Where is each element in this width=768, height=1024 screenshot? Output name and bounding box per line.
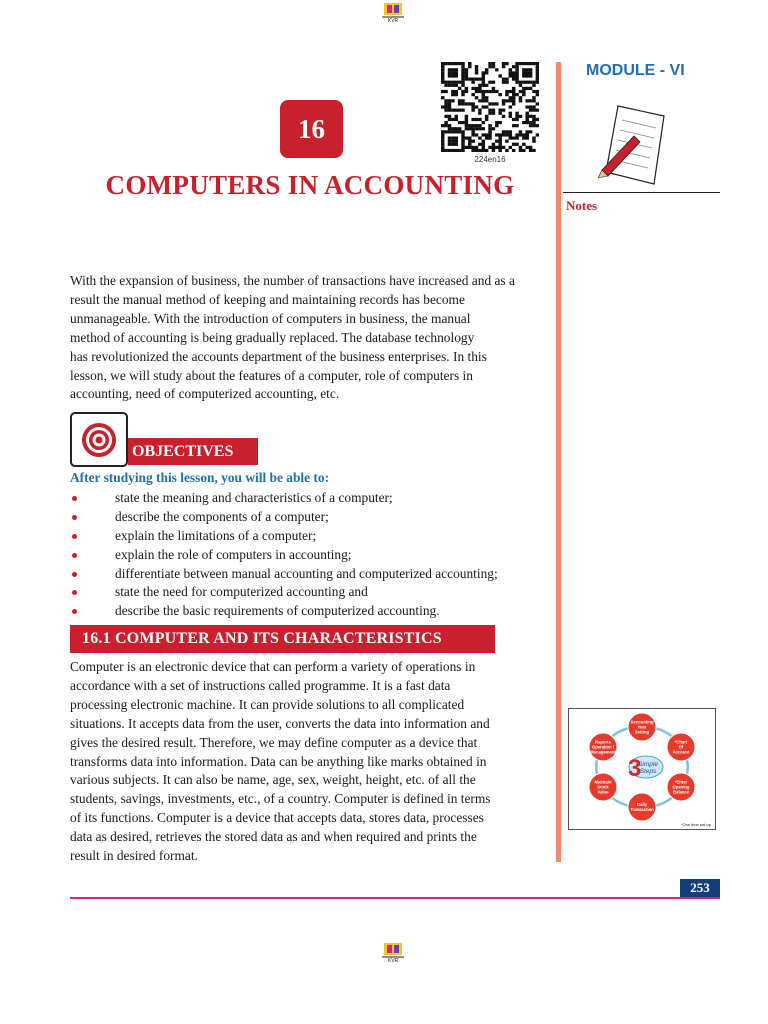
text-line: various subjects. It can also be name, age, sex, weight, height, etc. of all the [70,772,476,788]
text-line: unmanageable. With the introduction of computers in business, the manual [70,310,471,326]
bullet-icon [72,590,77,595]
text-line: gives the desired result. Therefore, we may define computer as a device that [70,734,478,750]
list-item-text: differentiate between manual accounting and computerized accounting; [115,565,498,581]
qr-code [441,62,539,152]
objectives-list [70,489,550,621]
list-item [70,527,550,546]
logo-text: KVR [387,18,399,22]
step-node-label: Accounting [630,719,654,725]
text-line: students, savings, investments, etc., of a country. Computer is defined in terms [70,791,491,807]
list-item-text: explain the role of computers in accounting; [115,546,352,562]
text-line: accordance with a set of instructions called programme. It is a fast data [70,677,451,693]
text-line: method of accounting is being gradually replaced. The database technology [70,329,475,345]
notes-label: Notes [566,198,598,213]
step-node-label: Opening [672,784,690,790]
bullet-icon [72,534,77,539]
bullet-icon [72,572,77,577]
text-line: result the manual method of keeping and maintaining records has become [70,291,465,307]
step-node-label: Stock [597,784,609,790]
notepad-pencil-icon [598,98,668,188]
bullet-icon [72,609,77,614]
text-line: Computer is an electronic device that can perform a variety of operations in [70,659,476,674]
step-node-label: Reports [595,739,611,745]
footer-rule [70,897,720,899]
module-label: MODULE - VI [586,62,685,79]
page-number: 253 [680,879,720,897]
text-line: data as desired, retrieves the stored data as and when required and prints the [70,829,477,845]
step-node-label: Account [672,749,690,755]
figure-footnote: *One time set-up [680,822,711,827]
text-line: accounting, need of computerized accounting, etc. [70,386,340,402]
step-node-label: Year [637,724,647,730]
objectives-heading: OBJECTIVES [128,438,258,465]
step-node-label: Management [590,749,616,755]
center-label: Simple [638,761,658,768]
step-node-label: Of [678,744,684,750]
publisher-logo [382,2,404,22]
step-node-label: Transaction [630,807,654,813]
list-item-text: describe the basic requirements of computerized accounting. [115,603,440,619]
text-line: transforms data into information. Data can be anything like marks obtained in [70,753,487,769]
list-item [70,546,550,565]
text-line: situations. It accepts data from the user, converts the data into information and [70,715,490,731]
step-node-label: Balance [672,789,690,795]
step-node-label: Daily [636,801,648,807]
logo-text: KVR [387,958,399,962]
list-item [70,565,550,584]
section-heading: 16.1 COMPUTER AND ITS CHARACTERISTICS [70,625,495,653]
text-line: of its functions. Computer is a device that accepts data, stores data, processes [70,810,484,826]
text-line: lesson, we will study about the features of a computer, role of computers in [70,367,473,383]
notes-rule [563,192,720,193]
publisher-logo-bottom [382,942,404,962]
step-node-label: *Enter [674,779,688,785]
chapter-number-badge: 16 [280,100,343,158]
qr-code-label: 224en16 [474,155,506,164]
bullet-icon [72,553,77,558]
bullet-icon [72,515,77,520]
list-item-text: state the meaning and characteristics of a computer; [115,490,393,505]
text-line: processing electronic machine. It can provide solutions to all complicated [70,696,465,712]
text-line: With the expansion of business, the number of transactions have increased and as a [70,273,515,288]
list-item-text: describe the components of a computer; [115,508,329,524]
text-line: has revolutionized the accounts department of the business enterprises. In this [70,348,487,364]
step-node-label: Value [597,789,609,795]
margin-rule [556,62,561,862]
text-line: result in desired format. [70,848,198,864]
step-node-label: Operation / [591,744,615,750]
list-item [70,583,550,602]
bullet-icon [72,496,77,501]
intro-paragraph [70,272,546,404]
list-item [70,602,550,621]
steps-diagram [569,709,715,829]
center-number: 3 [628,755,642,782]
objectives-target-icon [70,412,128,467]
section-paragraph [70,658,546,866]
step-node-label: Maintain [594,779,612,785]
list-item-text: explain the limitations of a computer; [115,527,317,543]
objectives-intro: After studying this lesson, you will be able to: [70,470,330,485]
step-node-label: Setting [634,729,650,735]
center-label: Steps [639,768,657,775]
accounting-steps-figure [568,708,716,830]
chapter-title: COMPUTERS IN ACCOUNTING [105,170,515,200]
list-item [70,489,550,508]
step-node-label: *Chart [674,739,688,745]
list-item-text: state the need for computerized accounting and [115,584,368,600]
list-item [70,508,550,527]
